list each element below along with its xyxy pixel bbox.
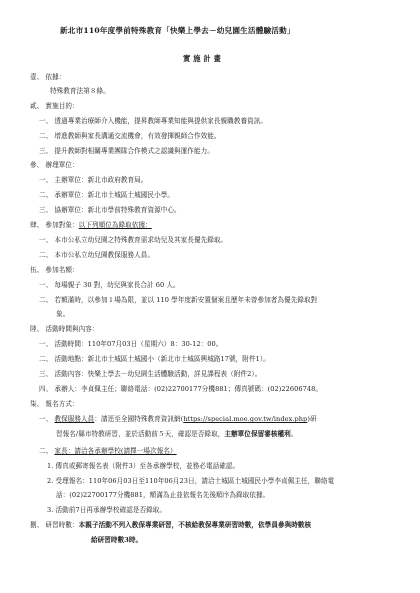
schedule-contact: 四、 承辦人：李貞佩主任；聯絡電話：(02)22700177分機881；傳真號碼：(02)22606748。 bbox=[39, 385, 323, 393]
section-organizers-heading: 參、 辦理單位： bbox=[30, 161, 79, 169]
document-subtitle: 實施計畫 bbox=[183, 54, 224, 63]
document-title: 新北市110年度學前特殊教育「快樂上學去－幼兒園生活體驗活動」 bbox=[60, 26, 295, 35]
schedule-time: 一、 活動時間：110年07月03日（星期六）8：30-12：00。 bbox=[39, 340, 223, 348]
special-education-link[interactable]: https://special.moe.gov.tw/index.php bbox=[183, 415, 308, 423]
registration-teachers-text: ：請逕至全國特殊教育資訊網( bbox=[94, 415, 184, 423]
participants-item-1: 一、 本市公私立幼兒園之特殊教育需求幼兒及其家長優先錄取。 bbox=[39, 236, 228, 244]
organizer-host: 一、 主辦單位：新北市政府教育局。 bbox=[39, 176, 148, 184]
registration-teachers bbox=[39, 415, 317, 424]
section-basis-heading: 壹、 依據： bbox=[30, 73, 66, 81]
section-purpose-heading: 貳、 實施目的： bbox=[30, 102, 79, 110]
section-schedule-heading: 陸、 活動時間與內容： bbox=[30, 325, 99, 333]
registration-teachers-continued bbox=[56, 430, 297, 439]
participants-item-2: 二、 本市公私立幼兒園教保服務人員。 bbox=[39, 251, 155, 259]
schedule-content: 三、 活動內容：快樂上學去－幼兒園生活體驗活動，詳見課程表（附件2）。 bbox=[39, 370, 262, 378]
quota-item-1: 一、 每場親子 30 對，幼兒與家長合計 60 人。 bbox=[39, 281, 180, 289]
registration-parents bbox=[39, 447, 177, 456]
participants-priority-note: 以下列順位為錄取依據： bbox=[78, 221, 152, 229]
registration-teachers-end: 。 bbox=[290, 430, 298, 438]
purpose-item-3: 三、 提升教師對相關專業團隊合作模式之認識與運作能力。 bbox=[39, 147, 214, 155]
study-hours-text-continued: 給研習時數3時。 bbox=[91, 536, 143, 544]
registration-teachers-index: 一、 bbox=[39, 415, 55, 423]
parents-step-2: 2. 受理報名：110年06月03日至110年06月23日，請洽土城區土城國民小學李貞佩主任，聯絡電 bbox=[47, 477, 335, 485]
section-registration-heading: 柒、 報名方式： bbox=[30, 400, 79, 408]
section-basis-line: 特殊教育法第８條。 bbox=[50, 87, 110, 95]
purpose-item-1: 一、 透過專業治療師介入機能，提昇教師專業知能與提供家長親職教養資訊。 bbox=[39, 117, 268, 125]
registration-teachers-suffix: )研 bbox=[307, 415, 317, 423]
purpose-item-2: 二、 增進教師與家長溝通交流機會，有效發揮親師合作效能。 bbox=[39, 132, 221, 140]
section-quota-heading: 伍、 參加名額： bbox=[30, 266, 79, 274]
parents-step-3: 3. 活動前7日再承辦學校確認是否錄取。 bbox=[47, 506, 167, 514]
section-participants-heading bbox=[30, 221, 152, 230]
registration-teachers-label: 教保服務人員 bbox=[54, 415, 95, 423]
section-study-hours bbox=[30, 521, 311, 530]
parents-step-2-continued: 話：(02)22700177分機881，額滿為止並依報名先後順序為錄取依據。 bbox=[56, 491, 270, 499]
quota-item-2-continued: 象。 bbox=[56, 310, 70, 318]
study-hours-heading: 捌、 研習時數： bbox=[30, 521, 79, 529]
organizer-undertaker: 二、 承辦單位：新北市土城區土城國民小學。 bbox=[39, 191, 175, 199]
participants-heading-label: 肆、 參加對象： bbox=[30, 221, 79, 229]
registration-teachers-confirm: 習報名/縣市特教研習，並於活動前５天，確認是否錄取， bbox=[56, 430, 225, 438]
organizer-co-host: 三、 協辦單位：新北市學前特殊教育資源中心。 bbox=[39, 206, 181, 214]
registration-parents-note: (請擇一場次報名） bbox=[120, 447, 177, 455]
registration-parents-label: 家長：請洽各承辦學校 bbox=[54, 447, 121, 455]
schedule-location: 二、 活動地點：新北市土城區土城國小（新北市土城區興城路17號，附件1）。 bbox=[39, 355, 270, 363]
study-hours-text: 本親子活動不列入教保專業研習，不核給教保專業研習時數，依學員參與時數核 bbox=[78, 521, 312, 529]
registration-review-right: 主辦單位保留審核權利 bbox=[224, 430, 291, 438]
parents-step-1: 1. 傳真或郵寄報名表（附件3）至各承辦學校，並務必電話確認。 bbox=[47, 462, 240, 470]
registration-parents-index: 二、 bbox=[39, 447, 55, 455]
quota-item-2: 二、 若額滿時，以參加１場為限，並以 110 學年度新安置個案且歷年未曾參加者為優先錄取對 bbox=[39, 296, 318, 304]
